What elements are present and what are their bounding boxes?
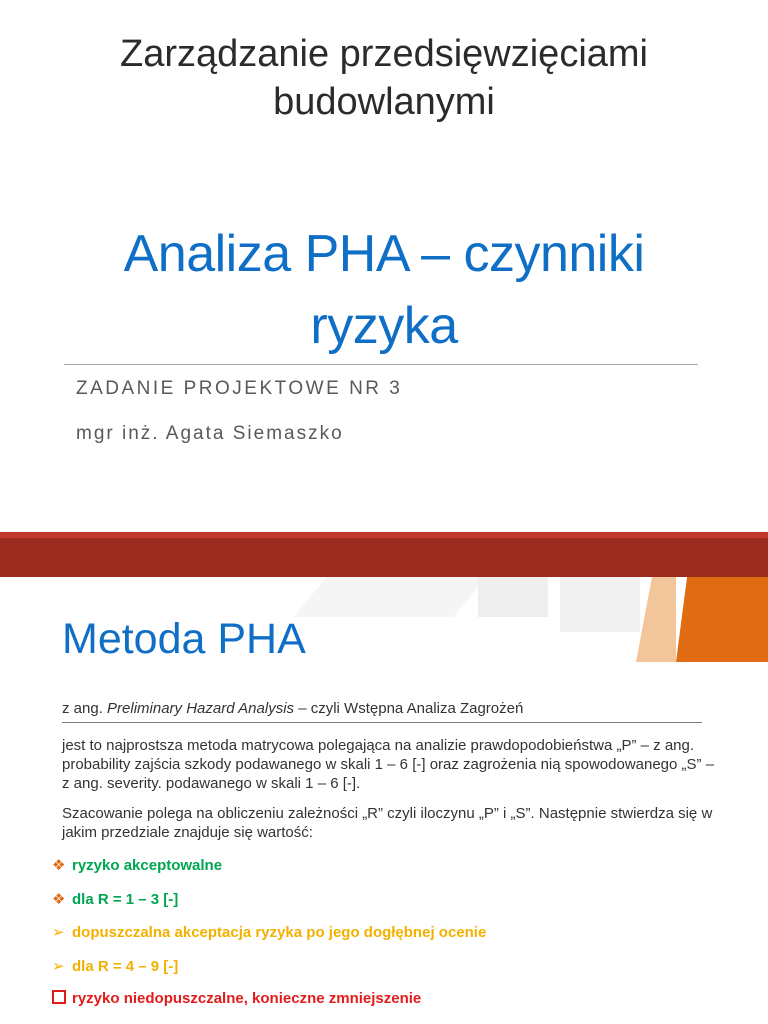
content-slide [0,577,768,1024]
arrow-bullet-icon: ➢ [52,958,65,975]
accent-shape [676,577,768,662]
intro-divider [62,722,702,723]
intro-suffix: – czyli Wstępna Analiza Zagrożeń [294,700,524,717]
title-divider [64,364,698,365]
course-title-line2: budowlanymi [273,81,495,123]
main-title [0,218,768,362]
diamond-bullet-icon: ❖ [52,891,66,908]
diamond-bullet-icon: ❖ [52,857,66,874]
background-decoration [478,577,548,617]
bullet-text: dopuszczalna akceptacja ryzyka po jego dogłębnej ocenie [72,924,487,941]
background-decoration [560,577,640,632]
slide-heading: Metoda PHA [62,615,306,663]
arrow-bullet-icon: ➢ [52,924,65,941]
bullet-text: ryzyko akceptowalne [72,857,223,874]
bullet-item [52,890,178,910]
slide-separator-band [0,532,768,577]
course-title-line1: Zarządzanie przedsięwzięciami [120,33,648,75]
calculation-paragraph: Szacowanie polega na obliczeniu zależności „R” czyli iloczynu „P” i „S”. Następnie stwierdza się w jakim przedziale znajduje się wartość: [62,805,713,841]
subtitle: ZADANIE PROJEKTOWE NR 3 [76,378,403,399]
author: mgr inż. Agata Siemaszko [76,423,344,444]
bullet-text: dla R = 1 – 3 [-] [72,891,179,908]
main-title-line1: Analiza PHA – czynniki [123,225,645,283]
course-title [0,30,768,126]
accent-shape-light [636,577,676,662]
intro-italic: Preliminary Hazard Analysis [107,700,295,717]
intro-line [62,700,523,717]
background-decoration [293,577,487,617]
bullet-text: dla R = 4 – 9 [-] [72,958,179,975]
slide-separator-highlight [0,532,768,538]
description-paragraph: jest to najprostsza metoda matrycowa polegająca na analizie prawdopodobieństwa „P” – z ang. probability zajścia szkody podawanego w skali 1 – 6 [-] oraz zagrożenia nią spowodowanego „S” – z ang. severity. podawanego w skali 1 – 6 [-]. [62,737,715,792]
main-title-line2: ryzyka [310,297,458,355]
square-bullet-icon [52,990,66,1004]
bullet-text: ryzyko niedopuszczalne, konieczne zmniejszenie [72,990,422,1007]
bullet-item [52,923,486,943]
bullet-item [52,989,421,1009]
intro-prefix: z ang. [62,700,108,717]
bullet-item [52,856,222,876]
bullet-item [52,957,178,977]
